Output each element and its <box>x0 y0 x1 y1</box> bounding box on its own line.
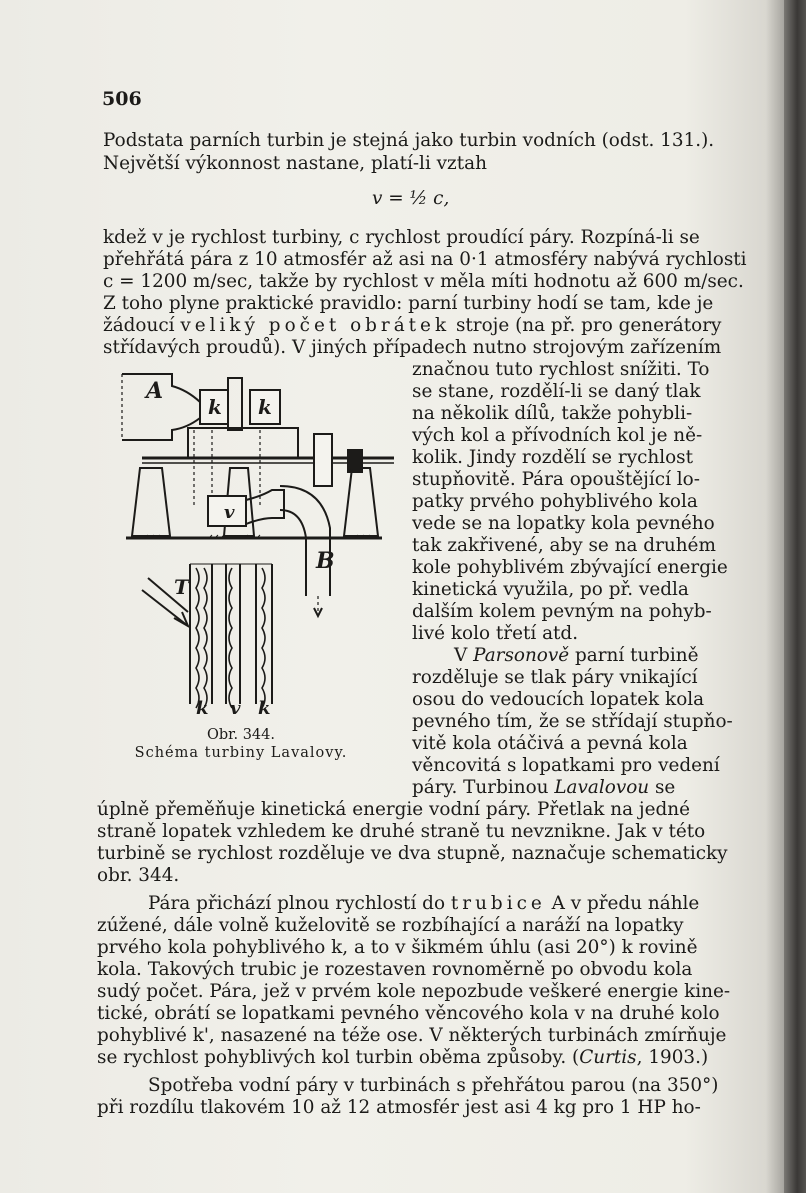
text-line: přehřátá pára z 10 atmosfér až asi na 0·1 atmosféry nabývá rychlosti <box>103 249 747 270</box>
text-line: značnou tuto rychlost snížiti. To <box>412 359 710 380</box>
text-run: žádoucí <box>103 315 175 336</box>
text-run: stroje (na př. pro generátory <box>455 315 722 336</box>
text-line: tak zakřivené, aby se na druhém <box>412 535 716 556</box>
text-line: při rozdílu tlakovém 10 až 12 atmosfér jest asi 4 kg pro 1 HP ho- <box>97 1097 701 1118</box>
text-line: Z toho plyne praktické pravidlo: parní turbiny hodí se tam, kde je <box>103 293 714 314</box>
text-line: vitě kola otáčivá a pevná kola <box>412 733 688 754</box>
text-line <box>412 777 675 798</box>
text-line: zúžené, dále volně kuželovitě se rozbíhající a naráží na lopatky <box>97 915 684 936</box>
text-line: na několik dílů, takže pohybli- <box>412 403 693 424</box>
text-line <box>148 893 699 914</box>
shaft-housing <box>188 428 298 458</box>
text-line: prvého kola pohyblivého k, a to v šikmém úhlu (asi 20°) k rovině <box>97 937 698 958</box>
text-run: A v předu náhle <box>551 893 700 914</box>
spaced-emphasis: trubice <box>450 893 546 914</box>
text-line: se stane, rozdělí-li se daný tlak <box>412 381 701 402</box>
text-line: osou do vedoucích lopatek kola <box>412 689 705 710</box>
text-line: úplně přeměňuje kinetická energie vodní páry. Přetlak na jedné <box>97 799 691 820</box>
text-line: vede se na lopatky kola pevného <box>412 513 715 534</box>
text-line: livé kolo třetí atd. <box>412 623 579 644</box>
label-k-prime-bottom: k <box>258 698 271 719</box>
text-run: parní turbině <box>569 645 699 666</box>
text-run: páry. Turbinou <box>412 777 555 798</box>
text-line: Největší výkonnost nastane, platí-li vztah <box>103 153 487 174</box>
text-line: kola. Takových trubic je rozestaven rovnoměrně po obvodu kola <box>97 959 693 980</box>
label-A: A <box>146 378 164 404</box>
text-line: kole pohyblivém zbývající energie <box>412 557 728 578</box>
text-line: pohyblivé k', nasazené na téže ose. V některých turbinách zmírňuje <box>97 1025 727 1046</box>
text-run: Pára přichází plnou rychlostí do <box>148 893 446 914</box>
text-line: straně lopatek vzhledem ke druhé straně tu nevznikne. Jak v této <box>97 821 706 842</box>
label-v-bottom: v <box>230 698 241 719</box>
label-k: k <box>258 395 272 419</box>
label-k-bottom: k <box>196 698 209 719</box>
text-line: tické, obrátí se lopatkami pevného věncového kola v na druhé kolo <box>97 1003 720 1024</box>
text-line <box>454 645 699 666</box>
text-line: stupňovitě. Pára opouštějící lo- <box>412 469 700 490</box>
right-bearing-support <box>344 468 378 536</box>
nozzle-t-arrow <box>174 612 188 626</box>
text-line: kdež v je rychlost turbiny, c rychlost proudící páry. Rozpíná-li se <box>103 227 700 248</box>
italic-name: Lavalovou <box>554 777 650 798</box>
guide-blade-block <box>228 378 242 430</box>
pulley <box>314 434 332 486</box>
text-line: rozděluje se tlak páry vnikající <box>412 667 698 688</box>
italic-name: Parsonově <box>473 645 570 666</box>
turbine-schematic-figure <box>112 368 402 723</box>
text-line: Spotřeba vodní páry v turbinách s přehřátou parou (na 350°) <box>148 1075 719 1096</box>
text-line <box>103 315 721 336</box>
text-run: se <box>649 777 676 798</box>
text-line: pevného tím, že se střídají stupňo- <box>412 711 733 732</box>
left-bearing-support <box>132 468 170 536</box>
text-run: V <box>454 645 474 666</box>
label-T: T <box>174 575 189 599</box>
text-line: Podstata parních turbin je stejná jako turbin vodních (odst. 131.). <box>103 130 715 151</box>
text-line: kolik. Jindy rozdělí se rychlost <box>412 447 694 468</box>
text-line: obr. 344. <box>97 865 180 886</box>
label-v: v <box>224 502 235 523</box>
text-line: patky prvého pohyblivého kola <box>412 491 698 512</box>
text-run: , 1903.) <box>636 1047 709 1068</box>
text-line <box>97 1047 708 1068</box>
text-run: se rychlost pohyblivých kol turbin oběma způsoby. ( <box>97 1047 580 1068</box>
blade-profiles <box>196 568 265 708</box>
text-line: sudý počet. Pára, jež v prvém kole nepozbude veškeré energie kine- <box>97 981 731 1002</box>
page-edge-shadow <box>784 0 806 1193</box>
text-line: střídavých proudů). V jiných případech nutno strojovým zařízením <box>103 337 722 358</box>
text-line: kinetická využila, po př. vedla <box>412 579 689 600</box>
text-line: turbině se rychlost rozděluje ve dva stupně, naznačuje schematicky <box>97 843 728 864</box>
figure-caption-title: Schéma turbiny Lavalovy. <box>134 745 348 761</box>
figure-caption-number: Obr. 344. <box>206 727 275 743</box>
italic-name: Curtis <box>579 1047 637 1068</box>
text-line: dalším kolem pevným na pohyb- <box>412 601 712 622</box>
exhaust-pipe-inner <box>280 510 306 596</box>
label-k: k <box>208 395 222 419</box>
text-line: c = 1200 m/sec, takže by rychlost v měla míti hodnotu až 600 m/sec. <box>103 271 744 292</box>
spaced-emphasis: veliký počet obrátek <box>180 315 451 336</box>
text-line: věncovitá s lopatkami pro vedení <box>412 755 720 776</box>
formula: v = ½ c, <box>372 188 450 209</box>
label-B: B <box>316 548 335 574</box>
text-line: vých kol a přívodních kol je ně- <box>412 425 703 446</box>
page-number: 506 <box>102 88 142 110</box>
